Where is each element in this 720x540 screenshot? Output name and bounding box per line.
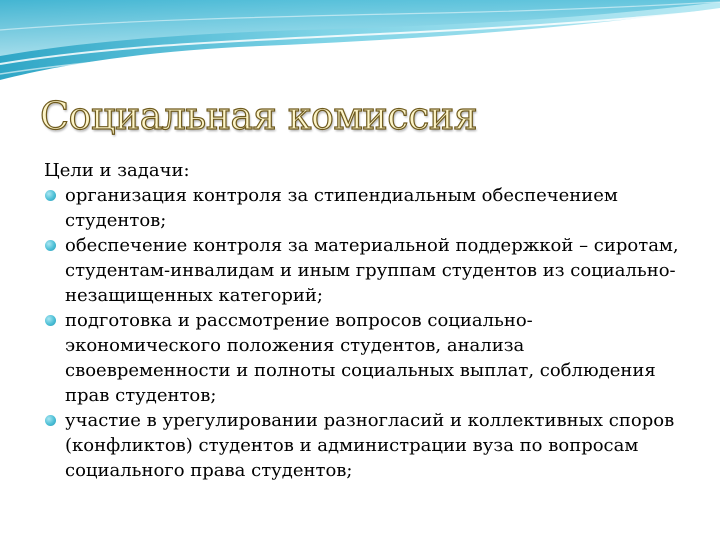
bullet-dot-icon — [45, 240, 56, 251]
slide-content — [44, 158, 684, 483]
list-item — [44, 183, 684, 233]
list-item — [44, 308, 684, 408]
header-wave-decoration — [0, 0, 720, 90]
bullet-dot-icon — [45, 315, 56, 326]
list-item-text: подготовка и рассмотрение вопросов социально-экономического положения студентов, анализа своевременности и полноты социальных выплат, соблюдения прав студентов; — [65, 310, 656, 406]
slide-title: Социальная комиссия — [40, 94, 478, 138]
subtitle: Цели и задачи: — [44, 160, 190, 181]
list-item-text: участие в урегулировании разногласий и коллективных споров (конфликтов) студентов и администрации вуза по вопросам социального права студентов; — [65, 410, 675, 481]
list-item — [44, 408, 684, 483]
bullet-dot-icon — [45, 415, 56, 426]
list-item-text: обеспечение контроля за материальной поддержкой – сиротам, студентам-инвалидам и иным группам студентов из социально-незащищенных категорий; — [65, 235, 679, 306]
bullet-list — [44, 183, 684, 483]
list-item-text: организация контроля за стипендиальным обеспечением студентов; — [65, 185, 618, 231]
bullet-dot-icon — [45, 190, 56, 201]
list-item — [44, 233, 684, 308]
